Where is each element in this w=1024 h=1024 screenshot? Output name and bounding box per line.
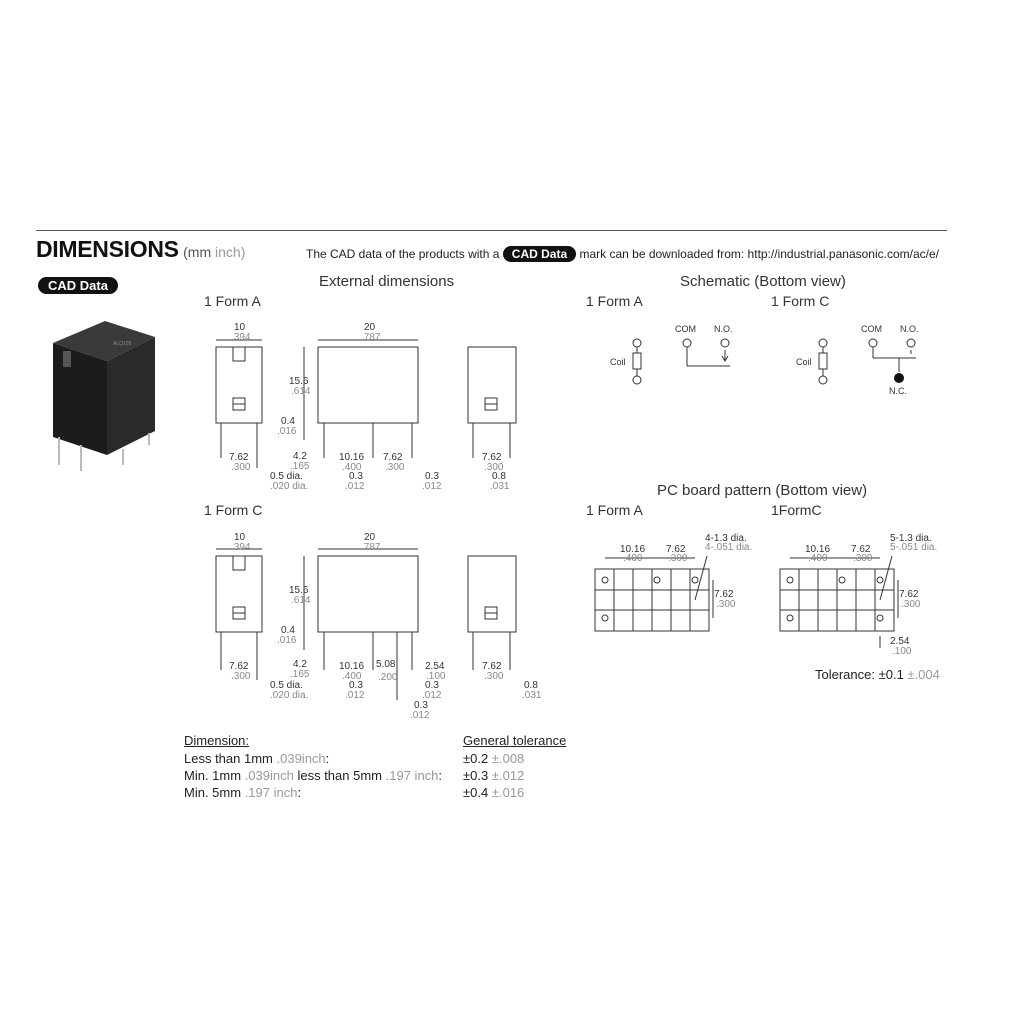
dim-c-03: 0.3	[349, 680, 363, 691]
cad-note-before: The CAD data of the products with a	[306, 247, 500, 261]
dim-c-254-inch: .100	[426, 671, 446, 682]
tol-row-3-mm: Min. 5mm	[184, 785, 242, 800]
pcb-c-hole: 5-1.3 dia.	[890, 533, 932, 544]
dim-c-1016-inch: .400	[342, 671, 362, 682]
sch-a-coil-label: Coil	[610, 357, 626, 367]
pcb-tolerance	[815, 667, 940, 682]
dim-c-03-b-inch: .012	[422, 690, 442, 701]
dim-c-08-inch: .031	[522, 690, 542, 701]
dim-height-156-inch: .614	[291, 386, 311, 397]
tol-row-2-dim	[184, 768, 442, 783]
dim-762-front: 7.62	[383, 452, 403, 463]
dim-c-pin-dia: 0.5 dia.	[270, 680, 303, 691]
dim-height-156: 15.6	[289, 376, 309, 387]
sch-c-coil-label: Coil	[796, 357, 812, 367]
unit-mm: (mm	[183, 244, 212, 260]
dim-c-1016: 10.16	[339, 661, 365, 672]
dim-width-20: 20	[364, 322, 376, 333]
external-dimensions-heading: External dimensions	[319, 273, 455, 290]
sch-a-com-label: COM	[675, 324, 696, 334]
dim-pin-dia: 0.5 dia.	[270, 471, 303, 482]
dim-c-height-156-inch: .614	[291, 595, 311, 606]
dim-04-inch: .016	[277, 426, 297, 437]
dim-c-254: 2.54	[425, 661, 445, 672]
dim-c-03-b: 0.3	[425, 680, 439, 691]
tol-row-3-colon: :	[297, 785, 302, 800]
tol-row-2-mm-b: less than 5mm	[297, 768, 383, 783]
dim-width-10: 10	[234, 322, 246, 333]
dim-04: 0.4	[281, 416, 295, 427]
dim-03: 0.3	[349, 471, 363, 482]
pcb-pattern-heading: PC board pattern (Bottom view)	[657, 482, 868, 499]
tol-row-3-inch: .197 inch	[244, 785, 298, 800]
pcb-c-762-inch: .300	[853, 553, 873, 564]
dim-c-width-20-inch: .787	[361, 542, 381, 553]
dim-08-inch: .031	[490, 481, 510, 492]
tol-row-2-value	[463, 768, 524, 783]
pcb-a-hole: 4-1.3 dia.	[705, 533, 747, 544]
tol-row-1-mm: Less than 1mm	[184, 751, 273, 766]
sch-c-nc-label: N.C.	[889, 386, 907, 396]
pcb-c-hole-inch: 5-.051 dia.	[890, 542, 938, 553]
dim-762-end: 7.62	[482, 452, 502, 463]
pcb-form-a-label: 1 Form A	[586, 502, 643, 518]
ext-form-c-label: 1 Form C	[204, 502, 263, 518]
pcb-a-762-v-inch: .300	[716, 599, 736, 610]
schematic-heading: Schematic (Bottom view)	[680, 273, 846, 290]
pcb-c-1016-inch: .400	[808, 553, 828, 564]
tol-row-1-colon: :	[325, 751, 330, 766]
pcb-form-c-label: 1FormC	[771, 502, 822, 518]
unit-inch: inch)	[215, 244, 246, 260]
dim-c-508-inch: .200	[378, 672, 398, 683]
sch-c-com-label: COM	[861, 324, 882, 334]
dim-c-pin-dia-inch: .020 dia.	[270, 690, 309, 701]
pcb-c-1016: 10.16	[805, 544, 831, 555]
pcb-c-254-inch: .100	[892, 646, 912, 657]
dim-c-42: 4.2	[293, 659, 307, 670]
dim-c-762-inch: .300	[231, 671, 251, 682]
dim-c-762-end: 7.62	[482, 661, 502, 672]
pcb-c-762: 7.62	[851, 544, 871, 555]
dim-c-04-inch: .016	[277, 635, 297, 646]
dim-03-inch: .012	[345, 481, 365, 492]
dim-42-inch: .165	[290, 461, 310, 472]
pcb-a-hole-inch: 4-.051 dia.	[705, 542, 753, 553]
dim-c-03-inch: .012	[345, 690, 365, 701]
dim-03-b: 0.3	[425, 471, 439, 482]
dim-c-762: 7.62	[229, 661, 249, 672]
dim-pin-dia-inch: .020 dia.	[270, 481, 309, 492]
dim-762: 7.62	[229, 452, 249, 463]
dim-c-width-10-inch: .394	[231, 542, 251, 553]
pcb-a-762: 7.62	[666, 544, 686, 555]
dim-c-03-c: 0.3	[414, 700, 428, 711]
dim-c-width-20: 20	[364, 532, 376, 543]
dim-03-b-inch: .012	[422, 481, 442, 492]
pcb-c-762-v-inch: .300	[901, 599, 921, 610]
dim-c-width-10: 10	[234, 532, 246, 543]
tol-row-2-inch: .039inch	[244, 768, 294, 783]
dim-42: 4.2	[293, 451, 307, 462]
dim-c-42-inch: .165	[290, 669, 310, 680]
dim-c-762-end-inch: .300	[484, 671, 504, 682]
tol-row-3-value	[463, 785, 524, 800]
dim-762-front-inch: .300	[385, 462, 405, 473]
pcb-a-1016: 10.16	[620, 544, 646, 555]
tol-row-2-tol: ±0.3	[463, 768, 489, 783]
svg-text:ALQ105: ALQ105	[113, 341, 132, 347]
pcb-c-254: 2.54	[890, 636, 910, 647]
tol-row-3-tol: ±0.4	[463, 785, 489, 800]
ext-form-a-label: 1 Form A	[204, 293, 261, 309]
tol-row-2-inch-b: .197 inch	[385, 768, 439, 783]
tol-row-1-value	[463, 751, 524, 766]
pcb-a-1016-inch: .400	[623, 553, 643, 564]
tol-row-2-colon: :	[438, 768, 443, 783]
page-title: DIMENSIONS	[36, 236, 179, 262]
tol-header-dimension: Dimension:	[184, 733, 250, 748]
pcb-a-762-inch: .300	[668, 553, 688, 564]
dim-c-08: 0.8	[524, 680, 538, 691]
sch-a-no-label: N.O.	[714, 324, 733, 334]
dim-1016-inch: .400	[342, 462, 362, 473]
dim-c-03-c-inch: .012	[410, 710, 430, 721]
tol-row-3-dim	[184, 785, 301, 800]
tol-row-1-dim	[184, 751, 329, 766]
tol-row-2-mm: Min. 1mm	[184, 768, 242, 783]
sch-c-no-label: N.O.	[900, 324, 919, 334]
tol-row-1-tol-inch: ±.008	[491, 751, 525, 766]
dim-width-10-inch: .394	[231, 332, 251, 343]
dim-c-04: 0.4	[281, 625, 295, 636]
tol-header-general: General tolerance	[463, 733, 567, 748]
cad-data-badge-inline: CAD Data	[503, 246, 576, 262]
tol-row-2-tol-inch: ±.012	[491, 768, 525, 783]
dim-08: 0.8	[492, 471, 506, 482]
dim-c-height-156: 15.6	[289, 585, 309, 596]
cad-data-badge-label: CAD Data	[38, 277, 118, 294]
cad-download-link[interactable]: mark can be downloaded from: http://industrial.panasonic.com/ac/e/	[579, 247, 939, 261]
pcb-a-762-v: 7.62	[714, 589, 734, 600]
sch-form-c-label: 1 Form C	[771, 293, 830, 309]
dim-c-508: 5.08	[376, 659, 396, 670]
pcb-tolerance-mm: Tolerance: ±0.1	[815, 667, 904, 682]
pcb-tolerance-inch: ±.004	[907, 667, 940, 682]
sch-form-a-label: 1 Form A	[586, 293, 643, 309]
tol-row-1-tol: ±0.2	[463, 751, 489, 766]
pcb-c-762-v: 7.62	[899, 589, 919, 600]
dim-1016: 10.16	[339, 452, 365, 463]
dim-762-end-inch: .300	[484, 462, 504, 473]
dim-762-inch: .300	[231, 462, 251, 473]
dim-width-20-inch: .787	[361, 332, 381, 343]
tol-row-1-inch: .039inch	[276, 751, 326, 766]
tol-row-3-tol-inch: ±.016	[491, 785, 525, 800]
